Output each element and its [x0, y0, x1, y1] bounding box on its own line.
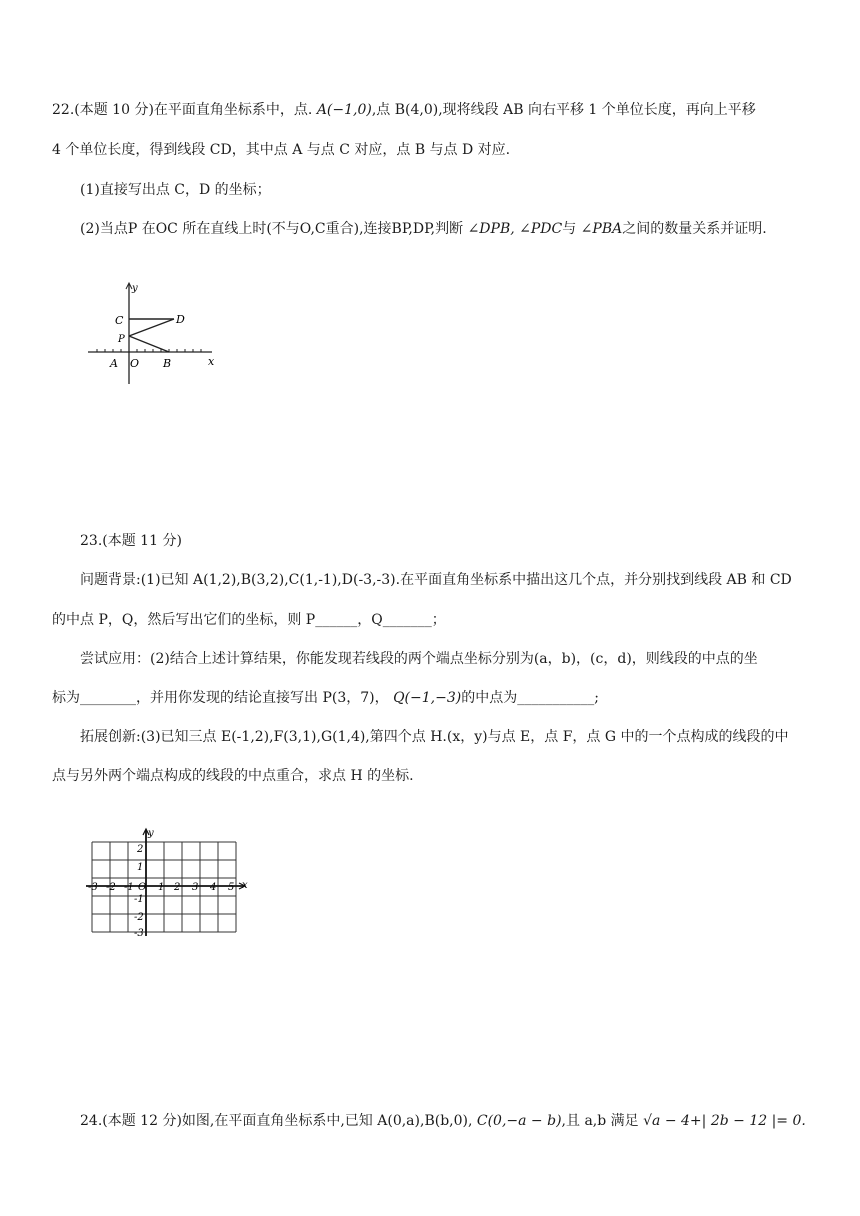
q22-part1: (1)直接写出点 C，D 的坐标；: [80, 182, 271, 198]
q24-line: [80, 1111, 806, 1131]
q23-background-1: 问题背景:(1)已知 A(1,2),B(3,2),C(1,-1),D(-3,-3).在平面直角坐标系中描出这几个点，并分别找到线段 AB 和 CD: [80, 572, 792, 588]
q22-coordinate-figure: [84, 280, 224, 390]
label-o: O: [130, 357, 140, 370]
label-d: D: [176, 313, 185, 326]
label-p: P: [118, 334, 125, 345]
q23-point-q: Q(−1,−3): [393, 690, 462, 706]
grid-x-tick-label: 3: [192, 882, 199, 893]
q23-grid: [84, 826, 254, 938]
grid-y-tick-label: 1: [137, 862, 144, 873]
q22-line2: 4 个单位长度，得到线段 CD，其中点 A 与点 C 对应，点 B 与点 D 对应.: [52, 142, 511, 158]
q23-extension-1: 拓展创新:(3)已知三点 E(-1,2),F(3,1),G(1,4),第四个点 H.(x，y)与点 E，点 F，点 G 中的一个点构成的线段的中: [80, 729, 789, 745]
q24-condition: √a − 4+| 2b − 12 |= 0.: [643, 1113, 806, 1129]
grid-x-tick-label: 1: [158, 882, 165, 893]
grid-label-y: y: [148, 828, 154, 839]
q22-part2: [80, 219, 767, 239]
q22-intro-text: 22.(本题 10 分)在平面直角坐标系中，点.: [52, 102, 317, 118]
segment-pb: [129, 336, 169, 352]
segment-pd: [129, 319, 174, 336]
grid-x-tick-label: -1: [124, 882, 134, 893]
grid-label-x: x: [242, 880, 248, 891]
q23-try-2-end: 的中点为___________;: [461, 690, 599, 706]
grid-x-tick-label: 4: [210, 882, 217, 893]
grid-x-tick-label: 5: [228, 882, 235, 893]
label-y: y: [132, 283, 138, 294]
q23-background-2: 的中点 P，Q，然后写出它们的坐标，则 P______，Q_______；: [52, 612, 446, 628]
q23-extension-2: 点与另外两个端点构成的线段的中点重合，求点 H 的坐标.: [52, 768, 414, 784]
grid-x-tick-label: O: [138, 882, 147, 893]
label-a: A: [110, 357, 118, 370]
q22-figure: [84, 280, 224, 390]
grid-x-tick-label: 2: [174, 882, 181, 893]
label-c: C: [115, 314, 124, 327]
q23-title: 23.(本题 11 分): [80, 533, 182, 549]
grid-y-tick-label: 2: [137, 844, 144, 855]
label-b: B: [163, 357, 172, 370]
grid-y-tick-label: -1: [134, 894, 144, 905]
q22-point-a: A(−1,0): [316, 102, 372, 118]
q22-intro-text-2: ,点 B(4,0),现将线段 AB 向右平移 1 个单位长度，再向上平移: [371, 102, 756, 118]
grid-y-tick-label: -3: [134, 928, 144, 938]
q24-text-2: ,且 a,b 满足: [561, 1113, 644, 1129]
q22-line1: [52, 100, 756, 120]
grid-x-tick-label: -3: [88, 882, 98, 893]
q22-part2-text: (2)当点P 在OC 所在直线上时(不与O,C重合),连接BP,DP,判断: [80, 221, 468, 237]
label-x: x: [208, 355, 215, 368]
q23-try-2: [52, 688, 599, 708]
q22-part2-end: 之间的数量关系并证明.: [622, 221, 767, 237]
q22-angles: ∠DPB, ∠PDC: [467, 221, 563, 237]
q23-try-2-text: 标为________，并用你发现的结论直接写出 P(3，7)，: [52, 690, 394, 706]
q22-part2-and: 与: [562, 221, 581, 237]
q23-try-1: 尝试应用：(2)结合上述计算结果，你能发现若线段的两个端点坐标分别为(a，b)，(c，d)，则线段的中点的坐: [80, 651, 758, 667]
q23-grid-figure: [84, 826, 254, 938]
grid-y-tick-label: -2: [134, 912, 144, 923]
q24-point-c: C(0,−a − b): [476, 1113, 562, 1129]
q22-angle-pba: ∠PBA: [580, 221, 623, 237]
grid-x-tick-label: -2: [106, 882, 116, 893]
q24-text: 24.(本题 12 分)如图,在平面直角坐标系中,已知 A(0,a),B(b,0),: [80, 1113, 477, 1129]
